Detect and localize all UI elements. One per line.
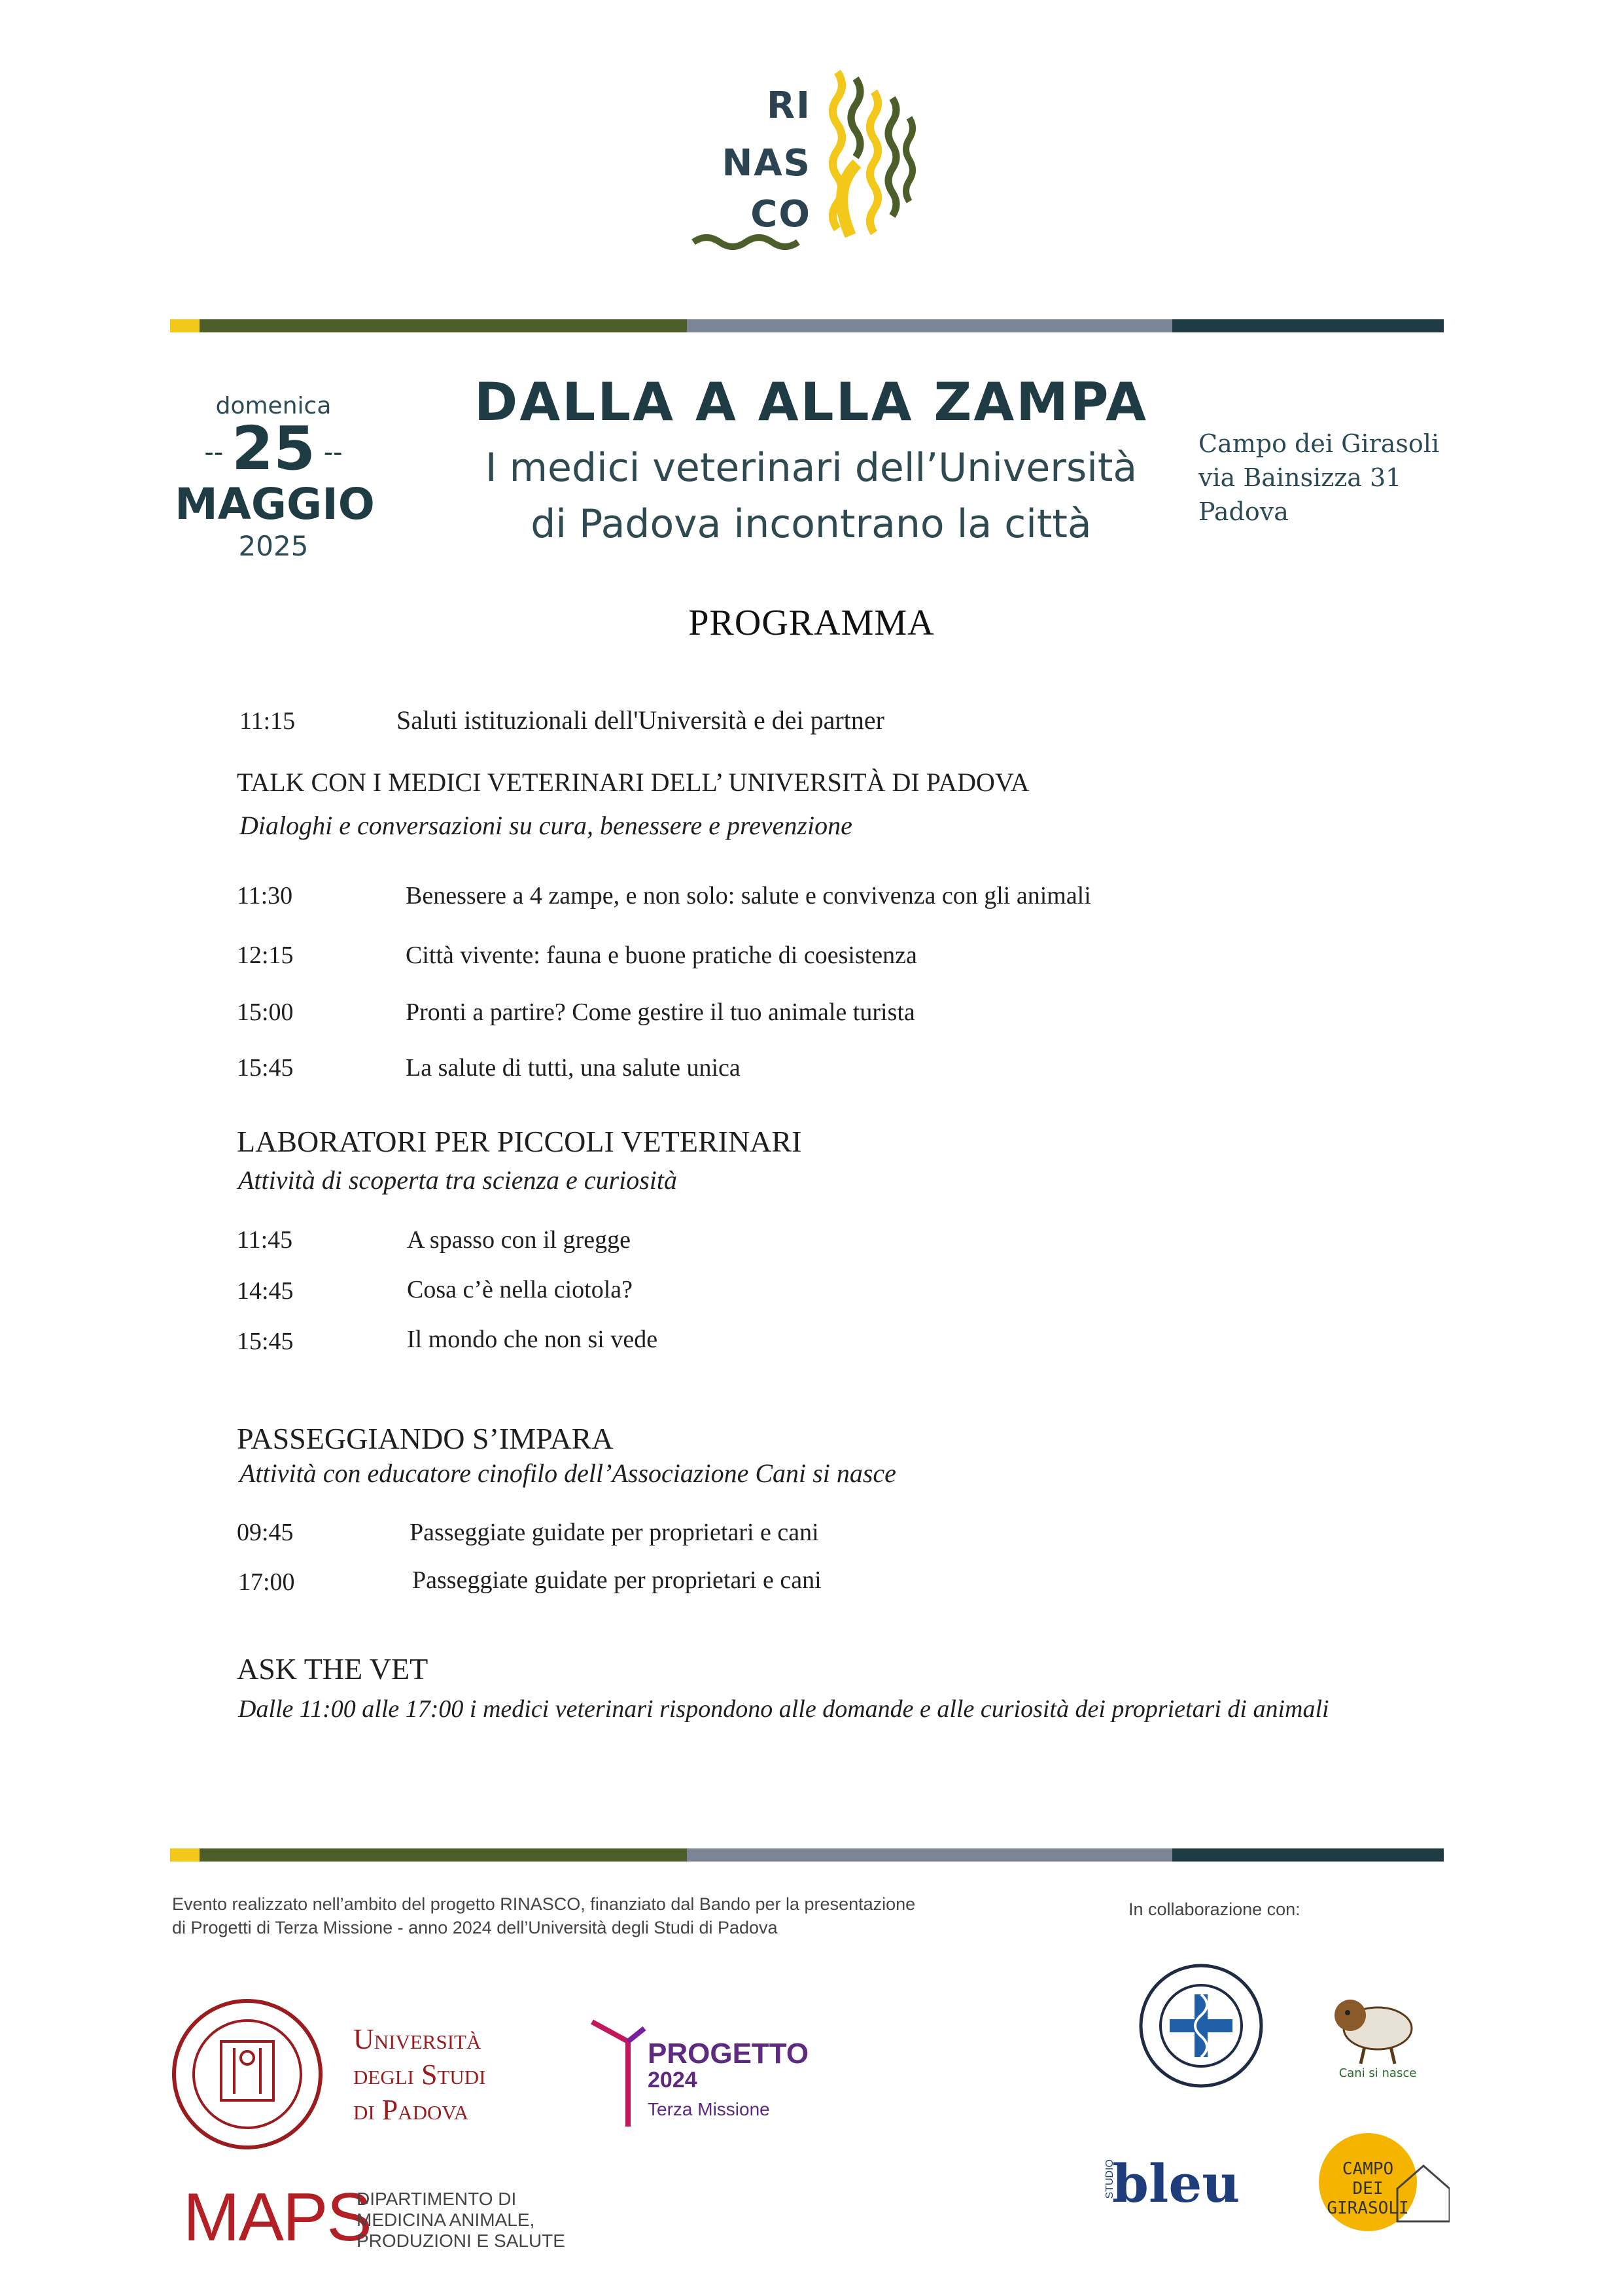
lab-title-3: Il mondo che non si vede: [407, 1326, 658, 1353]
ordine-veterinari-seal-icon: [1137, 1962, 1265, 2090]
department-line3: PRODUZIONI E SALUTE: [357, 2231, 565, 2251]
venue-street: via Bainsizza 31: [1198, 463, 1402, 492]
rinasco-logo: [680, 65, 942, 262]
walk-time-2: 17:00: [238, 1568, 295, 1596]
footer-note-line1: Evento realizzato nell’ambito del progetto RINASCO, finanziato dal Bando per la presentazione: [172, 1894, 916, 1914]
lab-time-2: 14:45: [237, 1277, 294, 1305]
progetto-name: PROGETTO: [648, 2038, 809, 2070]
date-month: MAGGIO: [175, 479, 375, 529]
talk-time-2: 12:15: [237, 942, 294, 969]
bar-navy-bottom: [1172, 1848, 1444, 1862]
talk-time-1: 11:30: [237, 882, 293, 910]
date-day-name: domenica: [215, 393, 332, 419]
logo-line-nas: NAS: [722, 142, 811, 185]
lab-time-3: 15:45: [237, 1328, 294, 1355]
event-subtitle-line1: I medici veterinari dell’Università: [485, 445, 1138, 491]
section-subtitle-ask-the-vet: Dalle 11:00 alle 17:00 i medici veterinari rispondono alle domande e alle curiosità dei proprietari di animali: [238, 1695, 1329, 1723]
bar-yellow-bottom: [170, 1848, 200, 1862]
lab-time-1: 11:45: [237, 1226, 293, 1254]
department-name: [357, 2189, 565, 2252]
rinasco-waves-icon: [680, 65, 942, 262]
venue-city: Padova: [1198, 497, 1289, 526]
bleu-logo: bleu: [1112, 2153, 1240, 2214]
bar-slate-bottom: [687, 1848, 1172, 1862]
section-subtitle-talk: Dialoghi e conversazioni su cura, benessere e prevenzione: [239, 811, 852, 840]
campo-line3: GIRASOLI: [1327, 2199, 1409, 2218]
opening-time: 11:15: [239, 707, 296, 735]
campo-dei-girasoli-logo: [1319, 2159, 1417, 2218]
university-seal-icon: [169, 1996, 326, 2153]
collab-label: In collaborazione con:: [1128, 1899, 1300, 1919]
walk-time-1: 09:45: [237, 1519, 294, 1546]
talk-time-3: 15:00: [237, 998, 294, 1026]
venue-name: Campo dei Girasoli: [1198, 429, 1440, 458]
opening-title: Saluti istituzionali dell'Università e dei partner: [396, 705, 884, 735]
event-subtitle-line2: di Padova incontrano la città: [531, 501, 1092, 547]
talk-time-4: 15:45: [237, 1054, 294, 1082]
talk-title-4: La salute di tutti, una salute unica: [406, 1054, 741, 1082]
talk-title-3: Pronti a partire? Come gestire il tuo animale turista: [406, 998, 915, 1026]
bar-olive: [200, 319, 687, 332]
program-title: PROGRAMMA: [688, 603, 935, 643]
svg-text:Cani si nasce: Cani si nasce: [1338, 2066, 1417, 2080]
bar-navy: [1172, 319, 1444, 332]
department-line1: DIPARTIMENTO DI: [357, 2189, 517, 2209]
talk-title-2: Città vivente: fauna e buone pratiche di coesistenza: [406, 942, 917, 969]
bar-olive-bottom: [200, 1848, 687, 1862]
section-heading-talk: TALK CON I MEDICI VETERINARI DELL’ UNIVERSITÀ DI PADOVA: [237, 768, 1030, 797]
section-subtitle-passeggiando: Attività con educatore cinofilo dell’Associazione Cani si nasce: [239, 1458, 896, 1488]
bleu-studio-label: STUDIO: [1104, 2159, 1115, 2199]
progetto-subtitle: Terza Missione: [648, 2099, 770, 2119]
university-name-line1: Università: [353, 2023, 481, 2055]
date-year: 2025: [238, 530, 309, 562]
progetto-year: 2024: [648, 2068, 697, 2093]
lab-title-1: A spasso con il gregge: [407, 1226, 631, 1254]
date-day-number: -- 25 --: [204, 414, 343, 484]
cani-si-nasce-dog-icon: [1325, 1969, 1430, 2081]
maps-logo: MAPS: [183, 2180, 371, 2255]
campo-line1: CAMPO: [1342, 2159, 1394, 2179]
bar-yellow: [170, 319, 200, 332]
logo-line-co: CO: [750, 193, 811, 236]
logo-line-ri: RI: [767, 84, 811, 127]
university-name-line3: di Padova: [353, 2094, 469, 2126]
university-name: [353, 2022, 485, 2128]
lab-title-2: Cosa c’è nella ciotola?: [407, 1276, 633, 1303]
department-line2: MEDICINA ANIMALE,: [357, 2210, 535, 2230]
bar-slate: [687, 319, 1172, 332]
venue: [1198, 427, 1439, 529]
event-title: DALLA A ALLA ZAMPA: [474, 372, 1149, 433]
footer-note: [172, 1892, 1055, 1939]
section-heading-laboratori: LABORATORI PER PICCOLI VETERINARI: [237, 1125, 802, 1158]
campo-line2: DEI: [1352, 2179, 1384, 2199]
university-name-line2: degli Studi: [353, 2058, 486, 2091]
talk-title-1: Benessere a 4 zampe, e non solo: salute e convivenza con gli animali: [406, 882, 1091, 910]
walk-title-1: Passeggiate guidate per proprietari e cani: [410, 1519, 819, 1546]
section-subtitle-laboratori: Attività di scoperta tra scienza e curiosità: [238, 1165, 678, 1195]
section-heading-ask-the-vet: ASK THE VET: [237, 1652, 428, 1686]
footer-note-line2: di Progetti di Terza Missione - anno 2024 dell’Università degli Studi di Padova: [172, 1918, 778, 1937]
section-heading-passeggiando: PASSEGGIANDO S’IMPARA: [237, 1422, 614, 1455]
progetto-logo-icon: [589, 2015, 648, 2133]
walk-title-2: Passeggiate guidate per proprietari e cani: [412, 1566, 822, 1594]
